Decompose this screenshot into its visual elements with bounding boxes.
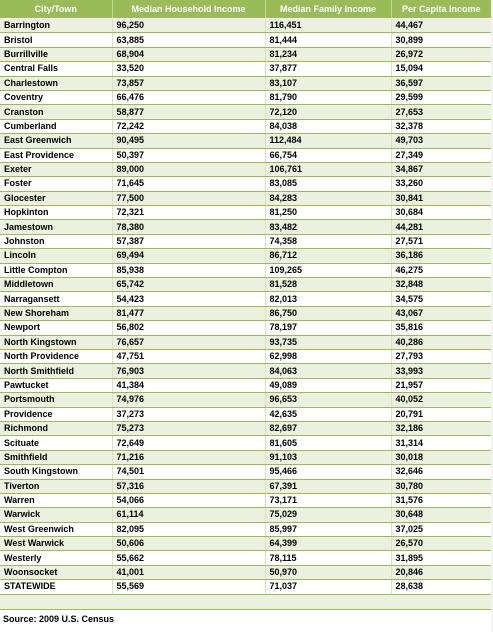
family-income-cell: 49,089 (265, 378, 391, 392)
city-cell: Westerly (0, 551, 112, 565)
table-row (0, 148, 491, 162)
city-cell: Smithfield (0, 450, 112, 464)
table-row (0, 465, 491, 479)
household-income-cell: 63,885 (112, 33, 265, 47)
family-income-cell: 96,653 (265, 393, 391, 407)
family-income-cell: 84,038 (265, 119, 391, 133)
table-row (0, 349, 491, 363)
city-cell: North Providence (0, 349, 112, 363)
household-income-cell: 74,501 (112, 465, 265, 479)
family-income-cell: 67,391 (265, 479, 391, 493)
family-income-cell: 116,451 (265, 19, 391, 33)
city-cell: Providence (0, 407, 112, 421)
header-per-capita-income: Per Capita Income (391, 0, 491, 19)
household-income-cell: 74,976 (112, 393, 265, 407)
table-row (0, 508, 491, 522)
city-cell: Cumberland (0, 119, 112, 133)
household-income-cell: 89,000 (112, 162, 265, 176)
city-cell: Coventry (0, 90, 112, 104)
per-capita-income-cell: 40,286 (391, 335, 491, 349)
family-income-cell: 112,484 (265, 134, 391, 148)
household-income-cell: 90,495 (112, 134, 265, 148)
household-income-cell: 41,001 (112, 565, 265, 579)
table-row (0, 33, 491, 47)
per-capita-income-cell: 30,684 (391, 206, 491, 220)
family-income-cell: 86,712 (265, 249, 391, 263)
family-income-cell: 37,877 (265, 62, 391, 76)
family-income-cell: 83,482 (265, 220, 391, 234)
city-cell: South Kingstown (0, 465, 112, 479)
city-cell: Middletown (0, 278, 112, 292)
city-cell: Warren (0, 493, 112, 507)
table-row (0, 177, 491, 191)
family-income-cell: 62,998 (265, 349, 391, 363)
per-capita-income-cell: 31,576 (391, 493, 491, 507)
family-income-cell: 82,013 (265, 292, 391, 306)
table-row (0, 263, 491, 277)
city-cell: Portsmouth (0, 393, 112, 407)
city-cell: North Kingstown (0, 335, 112, 349)
household-income-cell: 66,476 (112, 90, 265, 104)
family-income-cell: 78,115 (265, 551, 391, 565)
city-cell: West Warwick (0, 537, 112, 551)
household-income-cell: 69,494 (112, 249, 265, 263)
city-cell: East Providence (0, 148, 112, 162)
per-capita-income-cell: 37,025 (391, 522, 491, 536)
family-income-cell: 82,697 (265, 421, 391, 435)
household-income-cell: 71,645 (112, 177, 265, 191)
table-row (0, 407, 491, 421)
household-income-cell: 76,903 (112, 364, 265, 378)
city-cell: Cranston (0, 105, 112, 119)
family-income-cell: 81,605 (265, 436, 391, 450)
family-income-cell: 93,735 (265, 335, 391, 349)
household-income-cell: 41,384 (112, 378, 265, 392)
household-income-cell: 61,114 (112, 508, 265, 522)
header-median-family-income: Median Family Income (265, 0, 391, 19)
household-income-cell: 57,316 (112, 479, 265, 493)
household-income-cell: 75,273 (112, 421, 265, 435)
household-income-cell: 78,380 (112, 220, 265, 234)
table-row (0, 105, 491, 119)
table-row (0, 393, 491, 407)
household-income-cell: 73,857 (112, 76, 265, 90)
city-cell: Richmond (0, 421, 112, 435)
family-income-cell: 42,635 (265, 407, 391, 421)
per-capita-income-cell: 35,816 (391, 321, 491, 335)
table-row (0, 134, 491, 148)
header-city-town: City/Town (0, 0, 112, 19)
household-income-cell: 77,500 (112, 191, 265, 205)
empty-row (0, 595, 491, 610)
table-row (0, 220, 491, 234)
family-income-cell: 91,103 (265, 450, 391, 464)
household-income-cell: 81,477 (112, 306, 265, 320)
table-row (0, 119, 491, 133)
household-income-cell: 54,066 (112, 493, 265, 507)
table-row (0, 19, 491, 33)
table-row (0, 278, 491, 292)
family-income-cell: 95,466 (265, 465, 391, 479)
city-cell: Scituate (0, 436, 112, 450)
household-income-cell: 57,387 (112, 234, 265, 248)
city-cell: West Greenwich (0, 522, 112, 536)
family-income-cell: 109,265 (265, 263, 391, 277)
city-cell: Warwick (0, 508, 112, 522)
table-row (0, 249, 491, 263)
family-income-cell: 72,120 (265, 105, 391, 119)
table-row (0, 234, 491, 248)
city-cell: Exeter (0, 162, 112, 176)
table-row (0, 436, 491, 450)
family-income-cell: 84,063 (265, 364, 391, 378)
table-row (0, 450, 491, 464)
city-cell: East Greenwich (0, 134, 112, 148)
household-income-cell: 56,802 (112, 321, 265, 335)
table-row (0, 47, 491, 61)
per-capita-income-cell: 33,993 (391, 364, 491, 378)
household-income-cell: 72,242 (112, 119, 265, 133)
table-row (0, 565, 491, 579)
household-income-cell: 85,938 (112, 263, 265, 277)
city-cell: Foster (0, 177, 112, 191)
household-income-cell: 50,606 (112, 537, 265, 551)
per-capita-income-cell: 30,899 (391, 33, 491, 47)
per-capita-income-cell: 40,052 (391, 393, 491, 407)
table-row (0, 479, 491, 493)
per-capita-income-cell: 28,638 (391, 580, 491, 594)
header-row (0, 0, 491, 19)
family-income-cell: 74,358 (265, 234, 391, 248)
city-cell: Bristol (0, 33, 112, 47)
city-cell: Tiverton (0, 479, 112, 493)
household-income-cell: 65,742 (112, 278, 265, 292)
family-income-cell: 85,997 (265, 522, 391, 536)
per-capita-income-cell: 36,186 (391, 249, 491, 263)
per-capita-income-cell: 32,186 (391, 421, 491, 435)
table-row (0, 76, 491, 90)
per-capita-income-cell: 26,972 (391, 47, 491, 61)
family-income-cell: 84,283 (265, 191, 391, 205)
table-row (0, 321, 491, 335)
per-capita-income-cell: 27,349 (391, 148, 491, 162)
table-row (0, 191, 491, 205)
per-capita-income-cell: 43,067 (391, 306, 491, 320)
per-capita-income-cell: 32,848 (391, 278, 491, 292)
city-cell: STATEWIDE (0, 580, 112, 594)
per-capita-income-cell: 44,467 (391, 19, 491, 33)
table-row (0, 580, 491, 594)
table-row (0, 493, 491, 507)
per-capita-income-cell: 33,260 (391, 177, 491, 191)
city-cell: Central Falls (0, 62, 112, 76)
family-income-cell: 81,234 (265, 47, 391, 61)
city-cell: Charlestown (0, 76, 112, 90)
table-row (0, 292, 491, 306)
household-income-cell: 37,273 (112, 407, 265, 421)
household-income-cell: 72,649 (112, 436, 265, 450)
family-income-cell: 75,029 (265, 508, 391, 522)
household-income-cell: 47,751 (112, 349, 265, 363)
table-row (0, 522, 491, 536)
city-cell: Lincoln (0, 249, 112, 263)
per-capita-income-cell: 44,281 (391, 220, 491, 234)
per-capita-income-cell: 29,599 (391, 90, 491, 104)
family-income-cell: 81,790 (265, 90, 391, 104)
city-cell: Burrillville (0, 47, 112, 61)
household-income-cell: 55,662 (112, 551, 265, 565)
per-capita-income-cell: 46,275 (391, 263, 491, 277)
table-row (0, 537, 491, 551)
per-capita-income-cell: 30,018 (391, 450, 491, 464)
family-income-cell: 66,754 (265, 148, 391, 162)
family-income-cell: 86,750 (265, 306, 391, 320)
city-cell: Jamestown (0, 220, 112, 234)
household-income-cell: 72,321 (112, 206, 265, 220)
per-capita-income-cell: 21,957 (391, 378, 491, 392)
family-income-cell: 81,250 (265, 206, 391, 220)
household-income-cell: 55,569 (112, 580, 265, 594)
household-income-cell: 68,904 (112, 47, 265, 61)
household-income-cell: 58,877 (112, 105, 265, 119)
household-income-cell: 71,216 (112, 450, 265, 464)
city-cell: North Smithfield (0, 364, 112, 378)
per-capita-income-cell: 49,703 (391, 134, 491, 148)
table-row (0, 335, 491, 349)
family-income-cell: 83,107 (265, 76, 391, 90)
city-cell: Barrington (0, 19, 112, 33)
table-row (0, 206, 491, 220)
per-capita-income-cell: 34,867 (391, 162, 491, 176)
table-row (0, 551, 491, 565)
city-cell: Glocester (0, 191, 112, 205)
household-income-cell: 50,397 (112, 148, 265, 162)
city-cell: Pawtucket (0, 378, 112, 392)
per-capita-income-cell: 20,846 (391, 565, 491, 579)
table-row (0, 62, 491, 76)
family-income-cell: 106,761 (265, 162, 391, 176)
family-income-cell: 83,085 (265, 177, 391, 191)
household-income-cell: 76,657 (112, 335, 265, 349)
per-capita-income-cell: 27,653 (391, 105, 491, 119)
per-capita-income-cell: 26,570 (391, 537, 491, 551)
family-income-cell: 78,197 (265, 321, 391, 335)
per-capita-income-cell: 20,791 (391, 407, 491, 421)
per-capita-income-cell: 27,793 (391, 349, 491, 363)
table-row (0, 90, 491, 104)
per-capita-income-cell: 15,094 (391, 62, 491, 76)
per-capita-income-cell: 30,780 (391, 479, 491, 493)
per-capita-income-cell: 34,575 (391, 292, 491, 306)
per-capita-income-cell: 30,648 (391, 508, 491, 522)
header-median-household-income: Median Household Income (112, 0, 265, 19)
household-income-cell: 82,095 (112, 522, 265, 536)
city-cell: Little Compton (0, 263, 112, 277)
source-note: Source: 2009 U.S. Census (3, 613, 115, 624)
table-row (0, 421, 491, 435)
city-cell: New Shoreham (0, 306, 112, 320)
family-income-cell: 81,528 (265, 278, 391, 292)
per-capita-income-cell: 27,571 (391, 234, 491, 248)
family-income-cell: 50,970 (265, 565, 391, 579)
household-income-cell: 96,250 (112, 19, 265, 33)
table-row (0, 162, 491, 176)
city-cell: Newport (0, 321, 112, 335)
per-capita-income-cell: 30,841 (391, 191, 491, 205)
per-capita-income-cell: 31,895 (391, 551, 491, 565)
family-income-cell: 81,444 (265, 33, 391, 47)
family-income-cell: 73,171 (265, 493, 391, 507)
family-income-cell: 64,399 (265, 537, 391, 551)
family-income-cell: 71,037 (265, 580, 391, 594)
city-cell: Woonsocket (0, 565, 112, 579)
household-income-cell: 54,423 (112, 292, 265, 306)
per-capita-income-cell: 36,597 (391, 76, 491, 90)
table-row (0, 364, 491, 378)
city-cell: Narragansett (0, 292, 112, 306)
per-capita-income-cell: 31,314 (391, 436, 491, 450)
table-row (0, 378, 491, 392)
per-capita-income-cell: 32,646 (391, 465, 491, 479)
city-cell: Hopkinton (0, 206, 112, 220)
per-capita-income-cell: 32,378 (391, 119, 491, 133)
household-income-cell: 33,520 (112, 62, 265, 76)
city-cell: Johnston (0, 234, 112, 248)
table-row (0, 306, 491, 320)
